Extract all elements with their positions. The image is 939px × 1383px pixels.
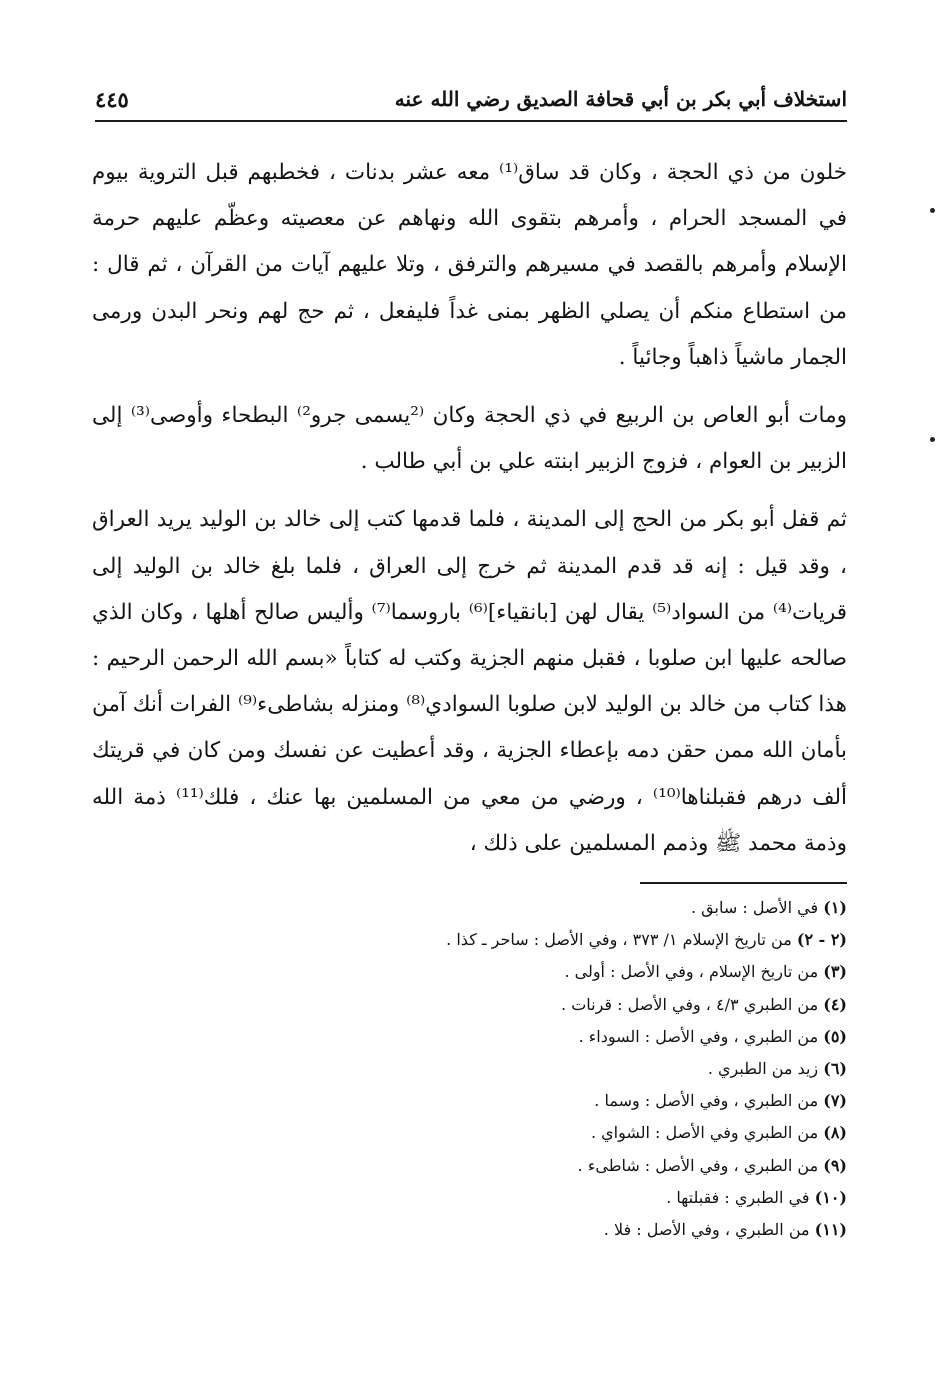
footnote [300, 1053, 847, 1085]
footnote-number: (٩) [823, 1155, 847, 1175]
paragraph: ومات أبو العاص بن الربيع في ذي الحجة وكان ⁽²يسمى جرو²⁾ البطحاء وأوصى⁽³⁾ إلى الزبير بن العوام ، فزوج الزبير ابنته علي بن أبي طالب . [92, 403, 847, 475]
footnote-text: من الطبري ، وفي الأصل : فلا . [603, 1220, 810, 1240]
footnote-text: من الطبري ، وفي الأصل : شاطىء . [577, 1155, 819, 1175]
footnote-number: (٨) [823, 1123, 847, 1143]
footnote [300, 924, 847, 956]
footnote-text: زيد من الطبري . [707, 1059, 819, 1079]
footnote-text: من الطبري وفي الأصل : الشواي . [590, 1123, 819, 1143]
footnote-number: (١) [823, 898, 847, 917]
footnote [300, 956, 847, 988]
footnote-number: (١٠) [814, 1187, 847, 1207]
footnote [300, 1117, 847, 1149]
footnote [300, 1214, 847, 1246]
header-divider [95, 120, 847, 122]
running-header [95, 85, 847, 119]
footnote [300, 1021, 847, 1053]
footnote-text: من الطبري ٤/٣ ، وفي الأصل : قرنات . [561, 994, 819, 1014]
footnote [300, 892, 847, 924]
paragraph: ثم قفل أبو بكر من الحج إلى المدينة ، فلما قدمها كتب إلى خالد بن الوليد يريد العراق ، وقد قيل : إنه قد قدم المدينة ثم خرج إلى العراق ، فلما بلغ خالد بن الوليد إلى قريات⁽⁴⁾ من السواد⁽⁵⁾ يقال لهن [بانقياء]⁽⁶⁾ باروسما⁽⁷⁾ وأليس صالح أهلها ، وكان الذي صالحه عليها ابن صلوبا ، فقبل منهم الجزية وكتب له كتاباً «بسم الله الرحمن الرحيم : هذا كتاب من خالد بن الوليد لابن صلوبا السوادي⁽⁸⁾ ومنزله بشاطىء⁽⁹⁾ الفرات أنك آمن بأمان الله ممن حقن دمه بإعطاء الجزية ، وقد أعطيت عن نفسك ومن كان في قريتك ألف درهم فقبلناها⁽¹⁰⁾ ، ورضي من معي من المسلمين بها عنك ، فلك⁽¹¹⁾ ذمة الله وذمة محمد ﷺ وذمم المسلمين على ذلك ، [92, 507, 847, 856]
footnote [300, 989, 847, 1021]
footnote [300, 1085, 847, 1117]
footnote-number: (٥) [823, 1026, 847, 1046]
page-number: ٤٤٥ [95, 87, 129, 112]
margin-mark [930, 208, 935, 213]
footnote-number: (٧) [823, 1091, 847, 1111]
footnote-text: من الطبري ، وفي الأصل : السوداء . [578, 1026, 819, 1046]
footnote-text: من تاريخ الإسلام ، وفي الأصل : أولى . [564, 962, 819, 982]
footnote-number: (٤) [823, 994, 847, 1014]
footnote-divider [640, 882, 847, 884]
footnote [300, 1150, 847, 1182]
footnote-number: (١١) [814, 1220, 847, 1240]
margin-mark [930, 437, 935, 442]
footnote-text: في الطبري : فقبلتها . [666, 1187, 810, 1207]
footnote-number: (٢ - ٢) [796, 930, 847, 950]
footnotes [300, 892, 847, 1246]
chapter-title: استخلاف أبي بكر بن أبي قحافة الصديق رضي الله عنه [394, 87, 847, 111]
footnote-text: من تاريخ الإسلام ١/ ٣٧٣ ، وفي الأصل : ساحر ـ كذا . [446, 930, 792, 950]
footnote-text: من الطبري ، وفي الأصل : وسما . [594, 1091, 819, 1111]
footnote-number: (٦) [823, 1059, 847, 1079]
footnote-number: (٣) [823, 962, 847, 982]
footnote-text: في الأصل : سابق . [691, 898, 819, 917]
paragraph: خلون من ذي الحجة ، وكان قد ساق⁽¹⁾ معه عشر بدنات ، فخطبهم قبل التروية بيوم في المسجد الحرام ، وأمرهم بتقوى الله ونهاهم عن معصيته وعظّم عليهم حرمة الإسلام وأمرهم بالقصد في مسيرهم والترفق ، وتلا عليهم آيات من القرآن ، ثم قال : من استطاع منكم أن يصلي الظهر بمنى غداً فليفعل ، ثم حج لهم ونحر البدن ورمى الجمار ماشياً ذاهباً وجائياً . [92, 160, 847, 370]
footnote [300, 1182, 847, 1214]
main-text [92, 150, 847, 867]
